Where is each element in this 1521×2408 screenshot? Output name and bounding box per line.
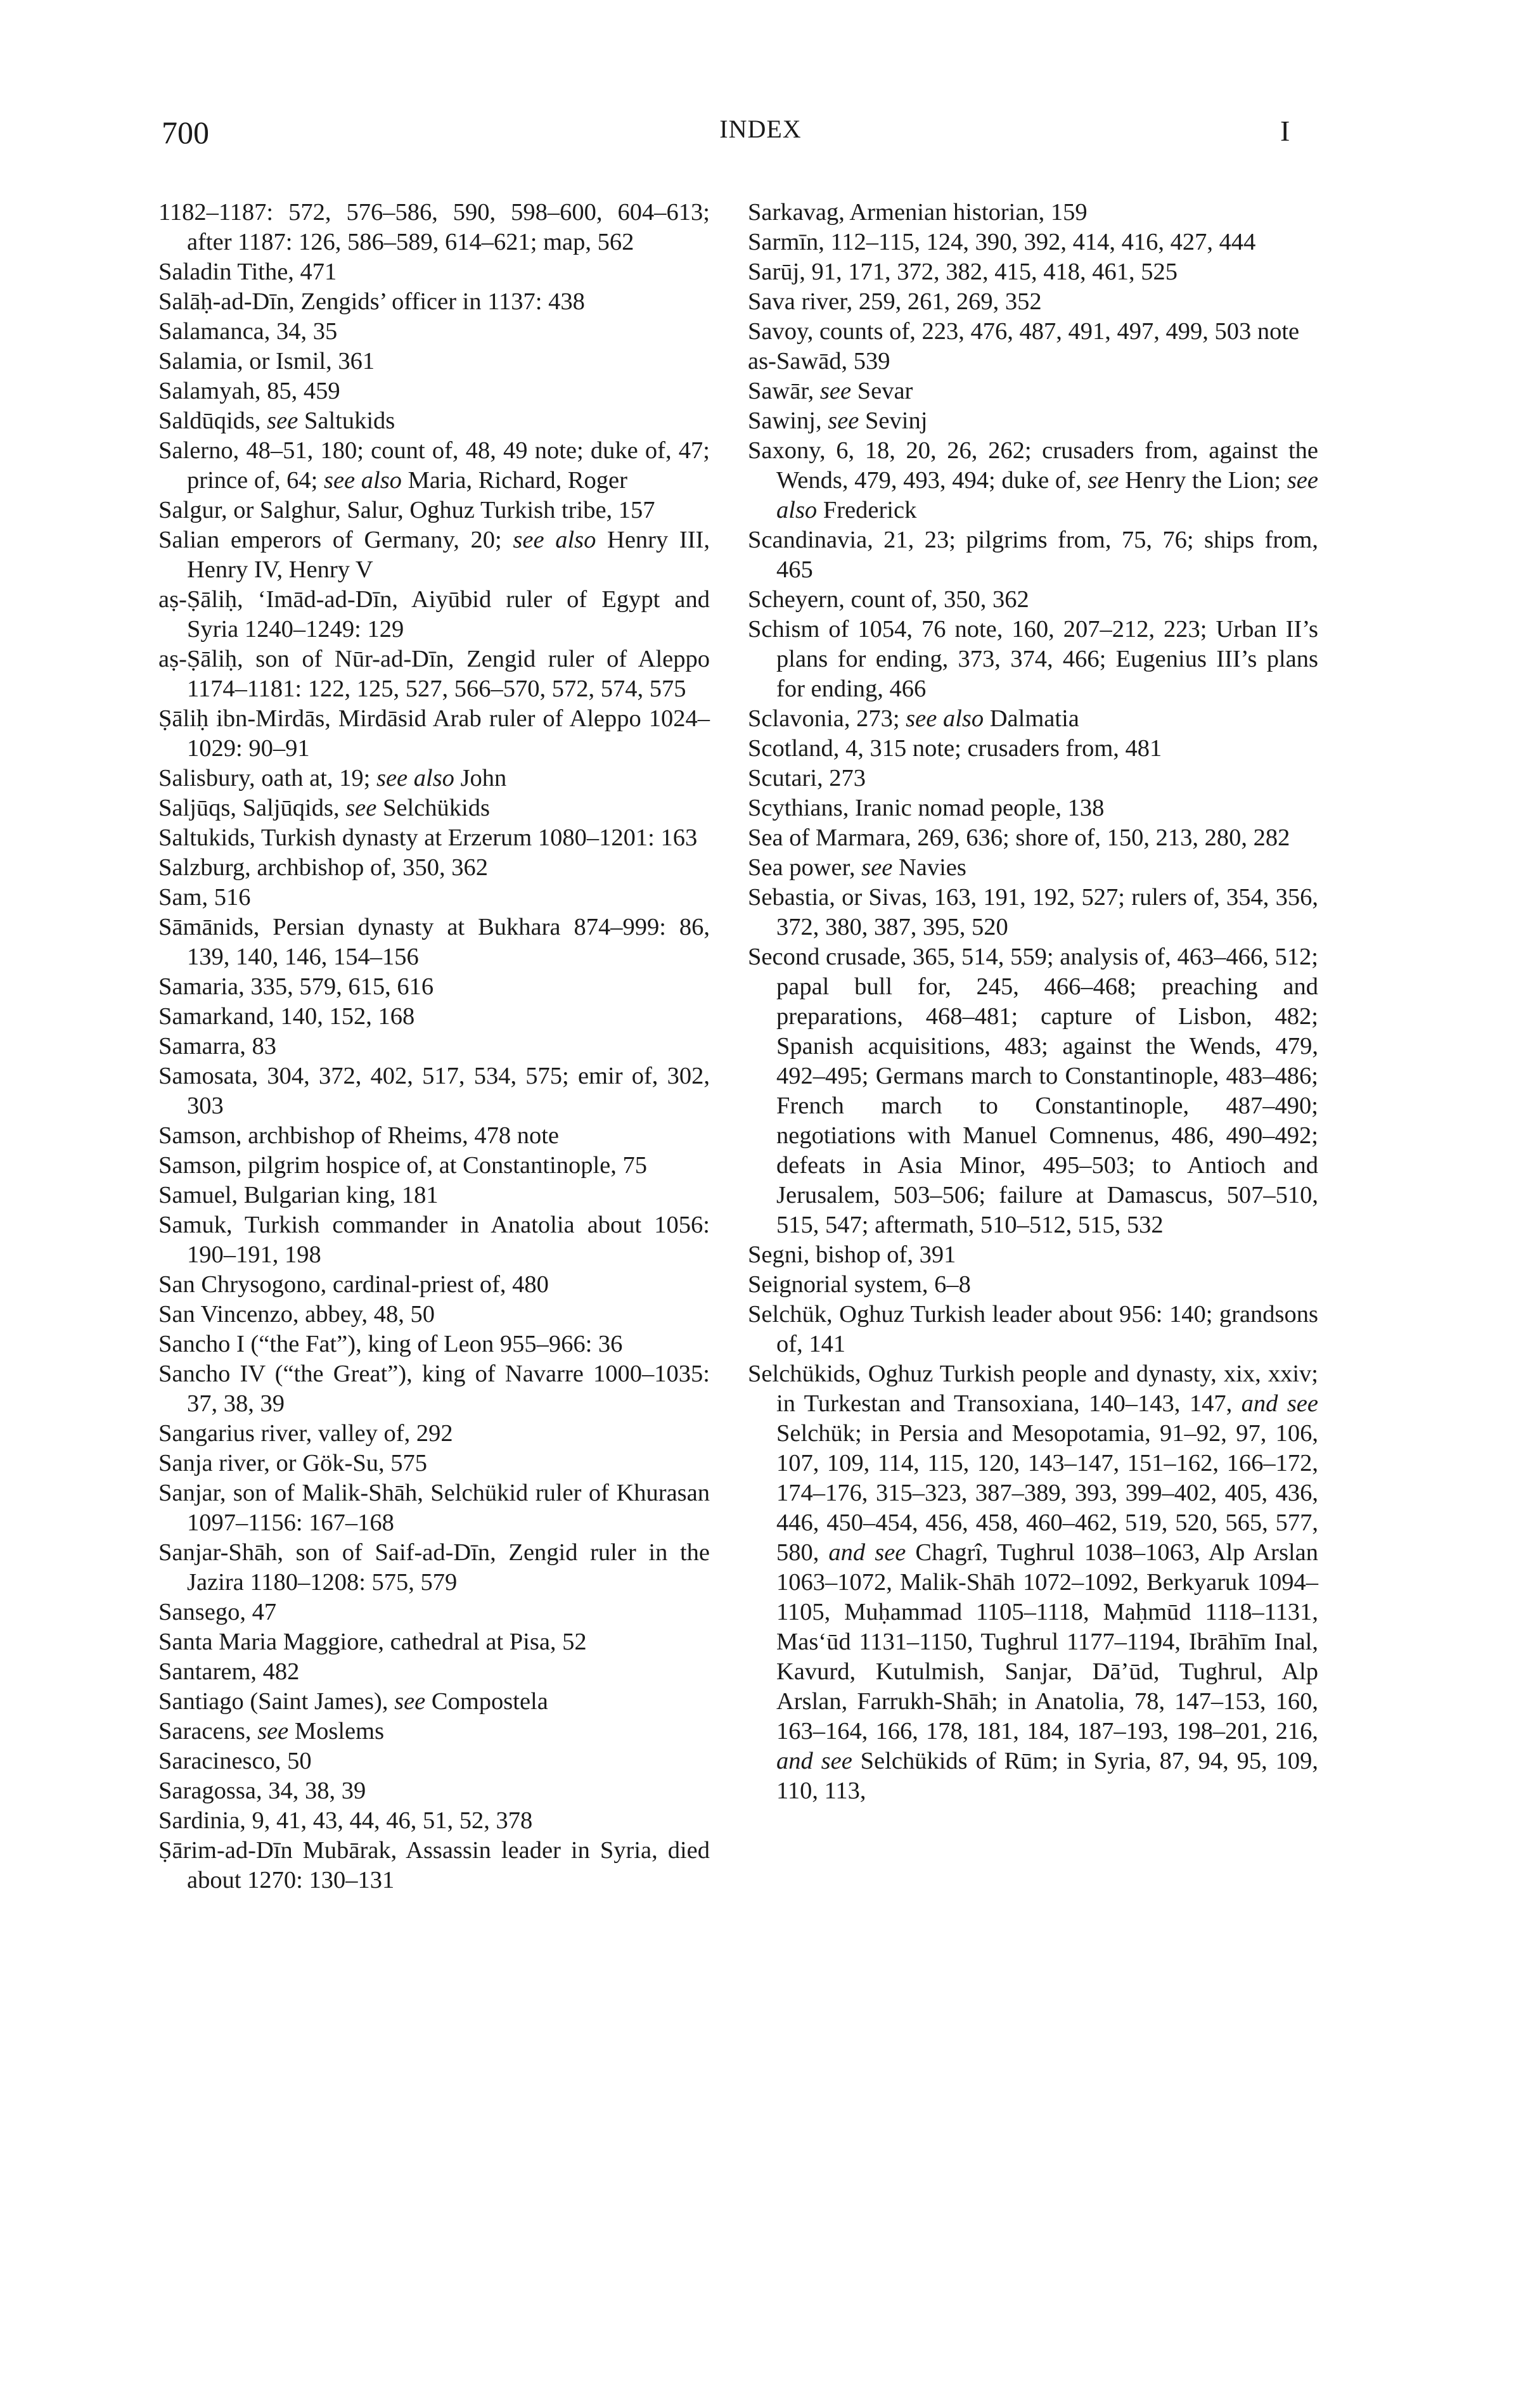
index-entry: San Vincenzo, abbey, 48, 50 [158,1301,435,1328]
index-entry: Sansego, 47 [158,1599,277,1625]
index-entry: Santa Maria Maggiore, cathedral at Pisa, 52 [158,1629,587,1655]
index-entry: Samaria, 335, 579, 615, 616 [158,973,434,1000]
index-entry: Scythians, Iranic nomad people, 138 [748,795,1105,821]
index-entry: Samuk, Turkish commander in Anatolia about 1056: 190–191, 198 [158,1212,710,1268]
index-entry: Saragossa, 34, 38, 39 [158,1777,366,1804]
index-entry: Sam, 516 [158,884,251,911]
index-entry: Scandinavia, 21, 23; pilgrims from, 75, 76; ships from, 465 [748,527,1318,583]
index-entry: Segni, bishop of, 391 [748,1241,956,1268]
index-entry: Saljūqs, Saljūqids, see Selchükids [158,795,490,821]
index-entry: Saladin Tithe, 471 [158,259,337,285]
index-entry: Sardinia, 9, 41, 43, 44, 46, 51, 52, 378 [158,1807,533,1834]
index-entry: Sawār, see Sevar [748,378,913,404]
index-entry: Seignorial system, 6–8 [748,1271,971,1298]
index-entry: aṣ-Ṣāliḥ, ‘Imād-ad-Dīn, Aiyūbid ruler of Egypt and Syria 1240–1249: 129 [158,586,710,643]
index-entry: Saltukids, Turkish dynasty at Erzerum 1080–1201: 163 [158,824,698,851]
index-entry: 1182–1187: 572, 576–586, 590, 598–600, 604–613; after 1187: 126, 586–589, 614–621; map, 562 [158,199,710,255]
index-entry: Selchükids, Oghuz Turkish people and dynasty, xix, xxiv; in Turkestan and Transoxiana, 140–143, 147, and see Selchük; in Persia and Mesopotamia, 91–92, 97, 106, 107, 109, 114, 115, 120, 143–147, 151–162, 166–172, 174–176, 315–323, 387–389, 393, 399–402, 405, 436, 446, 450–454, 456, 458, 460–462, 519, 520, 565, 577, 580, and see Chagrî, Tughrul 1038–1063, Alp Arslan 1063–1072, Malik-Shāh 1072–1092, Berkyaruk 1094–1105, Muḥammad 1105–1118, Maḥmūd 1118–1131, Mas‘ūd 1131–1150, Tughrul 1177–1194, Ibrāhīm Inal, Kavurd, Kutulmish, Sanjar, Dā’ūd, Tughrul, Alp Arslan, Farrukh-Shāh; in Anatolia, 78, 147–153, 160, 163–164, 166, 178, 181, 184, 187–193, 198–201, 216, and see Selchükids of Rūm; in Syria, 87, 94, 95, 109, 110, 113, [748,1361,1318,1804]
index-entry: Sarūj, 91, 171, 372, 382, 415, 418, 461, 525 [748,259,1178,285]
index-entry: Salgur, or Salghur, Salur, Oghuz Turkish tribe, 157 [158,497,655,523]
index-entry: Salerno, 48–51, 180; count of, 48, 49 note; duke of, 47; prince of, 64; see also Maria, Richard, Roger [158,437,710,494]
index-entry: Sclavonia, 273; see also Dalmatia [748,705,1079,732]
index-entry: Santarem, 482 [158,1658,300,1685]
section-letter: I [1280,115,1290,147]
index-entry: San Chrysogono, cardinal-priest of, 480 [158,1271,549,1298]
index-entry: Samson, archbishop of Rheims, 478 note [158,1122,559,1149]
index-entry: Sarmīn, 112–115, 124, 390, 392, 414, 416, 427, 444 [748,229,1256,255]
index-entry: Samarkand, 140, 152, 168 [158,1003,415,1030]
index-entry: Saldūqids, see Saltukids [158,407,395,434]
index-entry: Santiago (Saint James), see Compostela [158,1688,548,1715]
index-entry: Salāḥ-ad-Dīn, Zengids’ officer in 1137: 438 [158,288,585,315]
index-entry: Sawinj, see Sevinj [748,407,928,434]
index-entry: Salamyah, 85, 459 [158,378,340,404]
page-header [0,114,1521,158]
index-entry: Salamia, or Ismil, 361 [158,348,375,375]
index-entry: Samuel, Bulgarian king, 181 [158,1182,439,1208]
index-entry: Sea power, see Navies [748,854,966,881]
index-entry: Scheyern, count of, 350, 362 [748,586,1029,613]
index-entry: Saxony, 6, 18, 20, 26, 262; crusaders from, against the Wends, 479, 493, 494; duke of, see Henry the Lion; see also Frederick [748,437,1318,523]
index-entry: Sanjar, son of Malik-Shāh, Selchükid ruler of Khurasan 1097–1156: 167–168 [158,1480,710,1536]
index-entry: Salian emperors of Germany, 20; see also Henry III, Henry IV, Henry V [158,527,710,583]
index-column-right [748,198,1318,1806]
index-entry: Sancho IV (“the Great”), king of Navarre 1000–1035: 37, 38, 39 [158,1361,710,1417]
index-entry: Second crusade, 365, 514, 559; analysis of, 463–466, 512; papal bull for, 245, 466–468; preaching and preparations, 468–481; capture of Lisbon, 482; Spanish acquisitions, 483; against the Wends, 479, 492–495; Germans march to Constantinople, 483–486; French march to Constantinople, 487–490; negotiations with Manuel Comnenus, 486, 490–492; defeats in Asia Minor, 495–503; to Antioch and Jerusalem, 503–506; failure at Damascus, 507–510, 515, 547; aftermath, 510–512, 515, 532 [748,944,1318,1238]
index-entry: Scutari, 273 [748,765,866,791]
index-entry: Saracens, see Moslems [158,1718,385,1745]
index-entry: Sarkavag, Armenian historian, 159 [748,199,1088,226]
index-entry: as-Sawād, 539 [748,348,890,375]
index-entry: Sava river, 259, 261, 269, 352 [748,288,1042,315]
index-entry: Samosata, 304, 372, 402, 517, 534, 575; emir of, 302, 303 [158,1063,710,1119]
index-entry: Selchük, Oghuz Turkish leader about 956: 140; grandsons of, 141 [748,1301,1318,1357]
index-entry: Sebastia, or Sivas, 163, 191, 192, 527; rulers of, 354, 356, 372, 380, 387, 395, 520 [748,884,1318,940]
index-entry: Sanjar-Shāh, son of Saif-ad-Dīn, Zengid ruler in the Jazira 1180–1208: 575, 579 [158,1539,710,1596]
index-entry: Ṣārim-ad-Dīn Mubārak, Assassin leader in Syria, died about 1270: 130–131 [158,1837,710,1893]
index-entry: aṣ-Ṣāliḥ, son of Nūr-ad-Dīn, Zengid ruler of Aleppo 1174–1181: 122, 125, 527, 566–570, 572, 574, 575 [158,646,710,702]
index-entry: Sea of Marmara, 269, 636; shore of, 150, 213, 280, 282 [748,824,1290,851]
index-entry: Samarra, 83 [158,1033,277,1060]
index-entry: Schism of 1054, 76 note, 160, 207–212, 223; Urban II’s plans for ending, 373, 374, 466; Eugenius III’s plans for ending, 466 [748,616,1318,702]
index-entry: Ṣāliḥ ibn-Mirdās, Mirdāsid Arab ruler of Aleppo 1024–1029: 90–91 [158,705,710,762]
index-entry: Samson, pilgrim hospice of, at Constantinople, 75 [158,1152,647,1179]
index-entry: Salisbury, oath at, 19; see also John [158,765,507,791]
running-title: INDEX [719,115,802,143]
index-entry: Savoy, counts of, 223, 476, 487, 491, 497, 499, 503 note [748,318,1300,345]
index-entry: Sāmānids, Persian dynasty at Bukhara 874–999: 86, 139, 140, 146, 154–156 [158,914,710,970]
page-number: 700 [162,115,209,150]
index-entry: Saracinesco, 50 [158,1748,312,1774]
index-entry: Scotland, 4, 315 note; crusaders from, 481 [748,735,1162,762]
index-entry: Sancho I (“the Fat”), king of Leon 955–966: 36 [158,1331,623,1357]
index-entry: Sanja river, or Gök-Su, 575 [158,1450,428,1476]
index-entry: Salamanca, 34, 35 [158,318,338,345]
index-entry: Sangarius river, valley of, 292 [158,1420,453,1447]
index-entry: Salzburg, archbishop of, 350, 362 [158,854,489,881]
index-column-left [158,198,710,1895]
